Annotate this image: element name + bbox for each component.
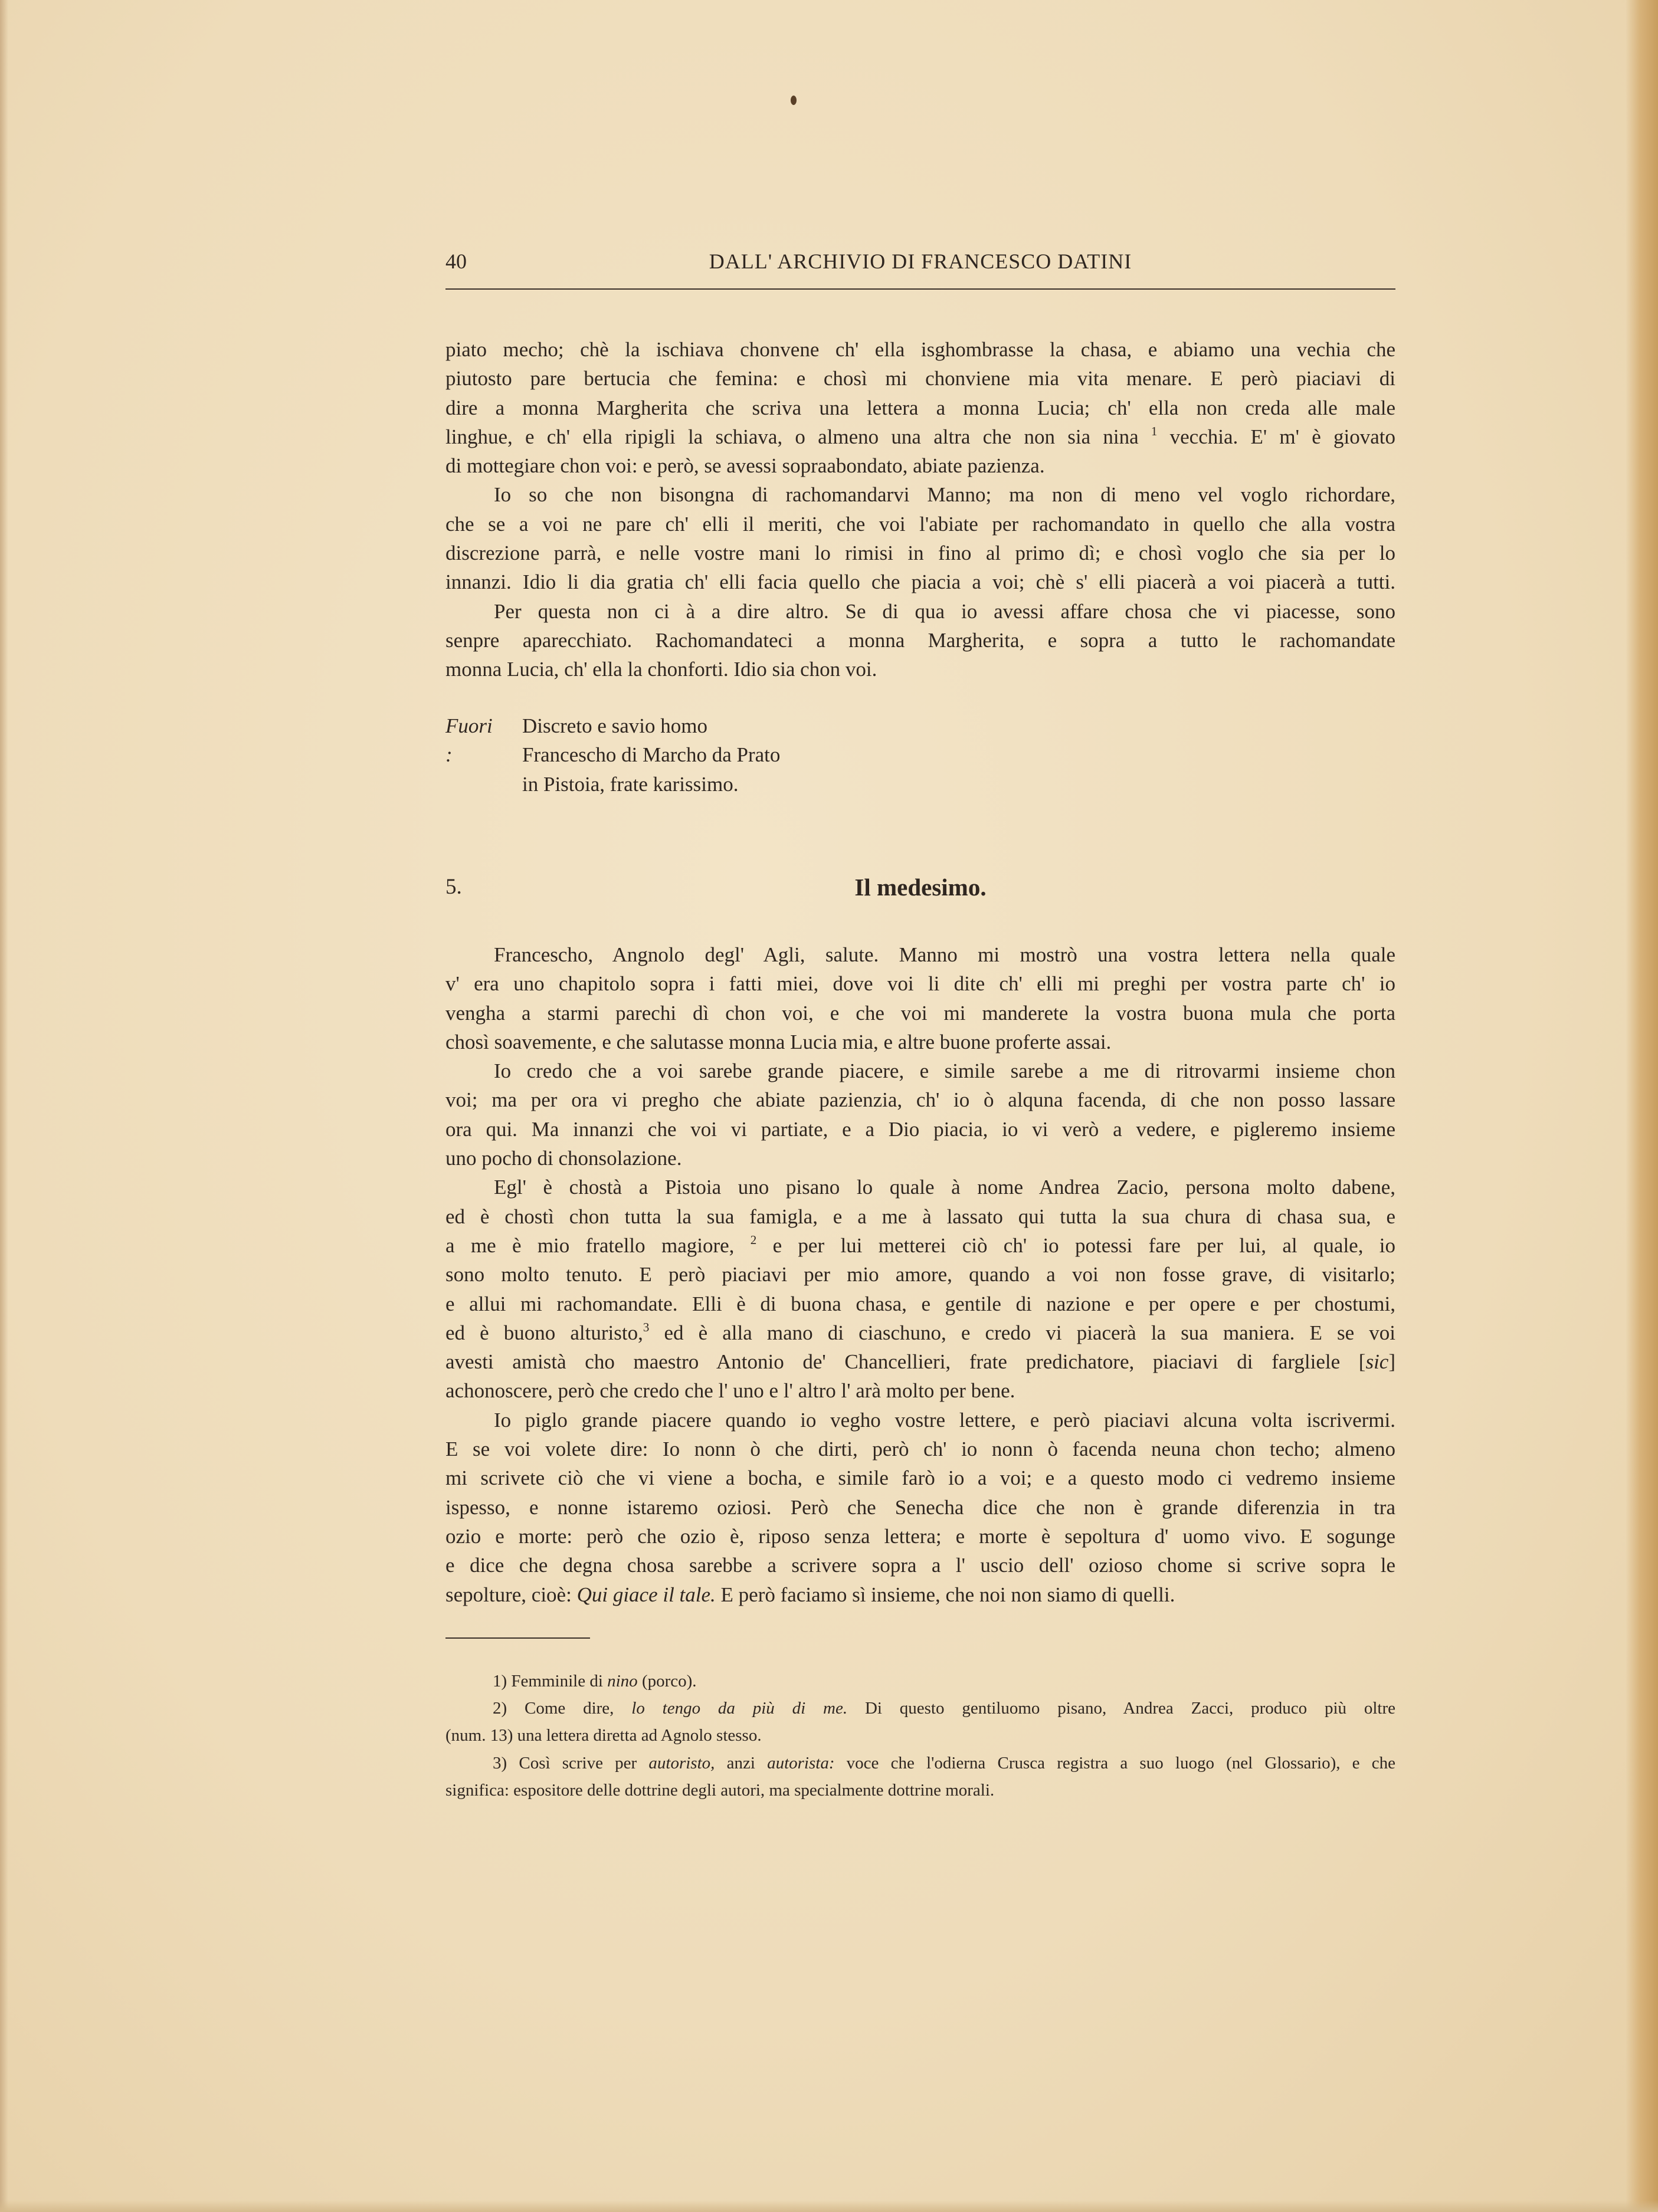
footnote-ref: 1: [1151, 424, 1158, 438]
text-run: uno pocho di chonsolazione.: [445, 1147, 682, 1170]
text-line: [445, 1289, 1395, 1318]
text-run: Io piglo grande piacere quando io vegho vostre lettere, e però piaciavi alcuna volta iscrivermi.: [494, 1408, 1395, 1432]
text-run: ]: [1388, 1350, 1395, 1374]
text-run: piutosto pare bertucia che femina: e chosì mi chonviene mia vita menare. E però piaciavi di: [445, 367, 1395, 390]
text-line: [445, 1231, 1395, 1260]
address-line: Francescho di Marcho da Prato: [522, 743, 781, 767]
italic-text: autoristo,: [648, 1753, 715, 1773]
text-line: [445, 1202, 1395, 1231]
text-run: vengha a starmi parechi dì chon voi, e che voi mi manderete la vostra buona mula che porta: [445, 1001, 1395, 1025]
text-run: ed è buono alturisto,: [445, 1321, 643, 1344]
text-run: 1) Femminile di: [493, 1672, 608, 1691]
text-run: dire a monna Margherita che scriva una lettera a monna Lucia; ch' ella non creda alle male: [445, 396, 1395, 419]
text-line: [445, 969, 1395, 998]
text-run: (porco).: [637, 1672, 697, 1691]
text-run: avesti amistà cho maestro Antonio de' Chancellieri, frate predichatore, piaciavi di fargliele [: [445, 1350, 1366, 1374]
header-rule: [445, 288, 1395, 290]
text-run: Per questa non ci à a dire altro. Se di qua io avessi affare chosa che vi piacesse, sono: [494, 599, 1395, 623]
text-line: [445, 1028, 1395, 1056]
italic-text: autorista:: [767, 1753, 835, 1773]
text-line: [445, 1115, 1395, 1144]
text-run: Io credo che a voi sarebe grande piacere, e simile sarebe a me di ritrovarmi insieme chon: [494, 1059, 1395, 1083]
text-line: [445, 1347, 1395, 1376]
text-run: voce che l'odierna Crusca registra a suo luogo (nel Glossario), e che: [834, 1753, 1395, 1773]
text-run: e dice che degna chosa sarebbe a scrivere sopra a l' uscio dell' ozioso chome si scrive sopra le: [445, 1554, 1395, 1577]
text-line: [445, 597, 1395, 626]
text-run: anzi: [715, 1753, 768, 1773]
text-line: [445, 1435, 1395, 1463]
letter-5-body: [445, 940, 1395, 1609]
text-line: [445, 1668, 1395, 1695]
text-line: [445, 1777, 1395, 1804]
address-lines: [522, 711, 780, 799]
text-run: e per lui metterei ciò ch' io potessi fare per lui, al quale, io: [756, 1233, 1395, 1257]
running-title: DALL' ARCHIVIO DI FRANCESCO DATINI: [709, 250, 1132, 273]
text-line: [445, 1144, 1395, 1173]
text-line: [445, 940, 1395, 969]
text-run: Egl' è chostà a Pistoia uno pisano lo quale à nome Andrea Zacio, persona molto dabene,: [494, 1176, 1395, 1199]
text-run: innanzi. Idio li dia gratia ch' elli facia quello che piacia a voi; chè s' elli piacerà a voi piacerà a tutti.: [445, 570, 1395, 594]
footnote-ref: 3: [643, 1320, 650, 1334]
text-line: [445, 999, 1395, 1028]
text-run: sono molto tenuto. E però piaciavi per mio amore, quando a voi non fosse grave, di visitarlo;: [445, 1263, 1395, 1286]
text-line: [445, 1551, 1395, 1580]
footnote-ref: 2: [750, 1232, 757, 1247]
text-run: Francescho, Angnolo degl' Agli, salute. Manno mi mostrò una vostra lettera nella quale: [494, 943, 1395, 966]
text-run: monna Lucia, ch' ella la chonforti. Idio sia chon voi.: [445, 658, 877, 681]
text-run: che se a voi ne pare ch' elli il meriti, che voi l'abiate per rachomandato in quello che alla vostra: [445, 512, 1395, 536]
text-line: [445, 1750, 1395, 1777]
text-line: [445, 364, 1395, 393]
text-run: ed è alla mano di ciaschuno, e credo vi piacerà la sua maniera. E se voi: [649, 1321, 1395, 1344]
text-line: [445, 1695, 1395, 1722]
text-line: [445, 1463, 1395, 1492]
text-run: v' era uno chapitolo sopra i fatti miei, dove voi li dite ch' elli mi preghi per vostra parte ch' io: [445, 972, 1395, 996]
text-run: piato mecho; chè la ischiava chonvene ch' ella isghombrasse la chasa, e abiamo una vechia che: [445, 338, 1395, 361]
text-run: ispesso, e nonne istaremo oziosi. Però che Senecha dice che non è grande diferenzia in tra: [445, 1495, 1395, 1519]
text-run: significa: espositore delle dottrine degli autori, ma specialmente dottrine morali.: [445, 1780, 995, 1800]
text-line: [445, 1260, 1395, 1289]
text-run: discrezione parrà, e nelle vostre mani lo rimisi in fino al primo dì; e chosì voglo che sia per lo: [445, 541, 1395, 565]
page-edge-bottom: [0, 2200, 1658, 2212]
address-line: in Pistoia, frate karissimo.: [522, 772, 739, 796]
text-run: vecchia. E' m' è giovato: [1157, 425, 1395, 448]
footnote-rule: [445, 1637, 590, 1639]
text-line: [445, 1522, 1395, 1551]
text-run: chosì soavemente, e che salutasse monna Lucia mia, e altre buone proferte assai.: [445, 1030, 1112, 1054]
text-run: achonoscere, però che credo che l' uno e l' altro l' arà molto per bene.: [445, 1379, 1015, 1403]
text-run: ora qui. Ma innanzi che voi vi partiate, e a Dio piacia, io vi verò a vedere, e pigleremo insieme: [445, 1117, 1395, 1141]
italic-text: sic: [1365, 1350, 1389, 1374]
text-run: E se voi volete dire: Io nonn ò che dirti, però ch' io nonn ò facenda neuna chon techo; almeno: [445, 1438, 1395, 1461]
text-line: [445, 451, 1395, 480]
text-run: voi; ma per ora vi pregho che abiate pazienzia, ch' io ò alquna facenda, di che non posso lassare: [445, 1088, 1395, 1112]
address-label: Fuori :: [445, 714, 493, 767]
page-edge-right: [1626, 0, 1658, 2212]
text-run: (num. 13) una lettera diretta ad Agnolo stesso.: [445, 1726, 762, 1745]
text-run: 3) Così scrive per: [493, 1753, 649, 1773]
text-line: [445, 1056, 1395, 1085]
text-line: [445, 1580, 1395, 1609]
italic-text: Qui giace il tale.: [576, 1583, 716, 1606]
text-line: [445, 510, 1395, 539]
letter-title: Il medesimo.: [854, 874, 987, 901]
text-line: [445, 539, 1395, 567]
text-line: [445, 422, 1395, 451]
ink-spot: [791, 96, 797, 105]
text-run: a me è mio fratello magiore,: [445, 1233, 751, 1257]
text-line: [445, 1376, 1395, 1405]
text-line: [445, 1406, 1395, 1435]
text-line: [445, 1493, 1395, 1522]
text-run: mi scrivete ciò che vi viene a bocha, e simile farò io a voi; e a questo modo ci vedremo insieme: [445, 1466, 1395, 1490]
page-number: 40: [445, 250, 467, 273]
text-line: [445, 393, 1395, 422]
address-line: Discreto e savio homo: [522, 714, 707, 737]
letter-4-body: [445, 335, 1395, 684]
italic-text: nino: [607, 1672, 638, 1691]
text-run: e allui mi rachomandate. Elli è di buona chasa, e gentile di nazione e per opere e per chostumi,: [445, 1292, 1395, 1315]
text-line: [445, 1722, 1395, 1749]
text-run: ed è chostì chon tutta la sua famigla, e a me à lassato qui tutta la sua chura di chasa sua, e: [445, 1205, 1395, 1228]
text-line: [445, 567, 1395, 596]
text-line: [445, 335, 1395, 364]
letter-5-heading: [445, 872, 1395, 902]
running-header: [445, 247, 1395, 276]
italic-text: lo tengo da più di me.: [631, 1699, 848, 1718]
text-line: [445, 1318, 1395, 1347]
text-line: [445, 1173, 1395, 1202]
text-line: [445, 655, 1395, 684]
text-run: ozio e morte: però che ozio è, riposo senza lettera; e morte è sepoltura d' uomo vivo. E sogunge: [445, 1524, 1395, 1548]
text-run: sepolture, cioè:: [445, 1583, 577, 1606]
text-line: [445, 1085, 1395, 1114]
text-run: linghue, e ch' ella ripigli la schiava, o almeno una altra che non sia nina: [445, 425, 1151, 448]
page-edge-left: [0, 0, 8, 2212]
text-run: Io so che non bisongna di rachomandarvi Manno; ma non di meno vel voglo richordare,: [494, 483, 1395, 507]
text-line: [445, 626, 1395, 655]
letter-number: 5.: [445, 875, 462, 899]
text-run: senpre aparecchiato. Rachomandateci a monna Margherita, e sopra a tutto le rachomandate: [445, 628, 1395, 652]
text-run: di mottegiare chon voi: e però, se avessi sopraabondato, abiate pazienza.: [445, 454, 1045, 478]
text-run: 2) Come dire,: [493, 1699, 632, 1718]
text-run: E però faciamo sì insieme, che noi non siamo di quelli.: [715, 1583, 1175, 1606]
text-line: [445, 480, 1395, 509]
footnotes: [445, 1668, 1395, 1804]
text-run: Di questo gentiluomo pisano, Andrea Zacci, produco più oltre: [847, 1699, 1395, 1718]
